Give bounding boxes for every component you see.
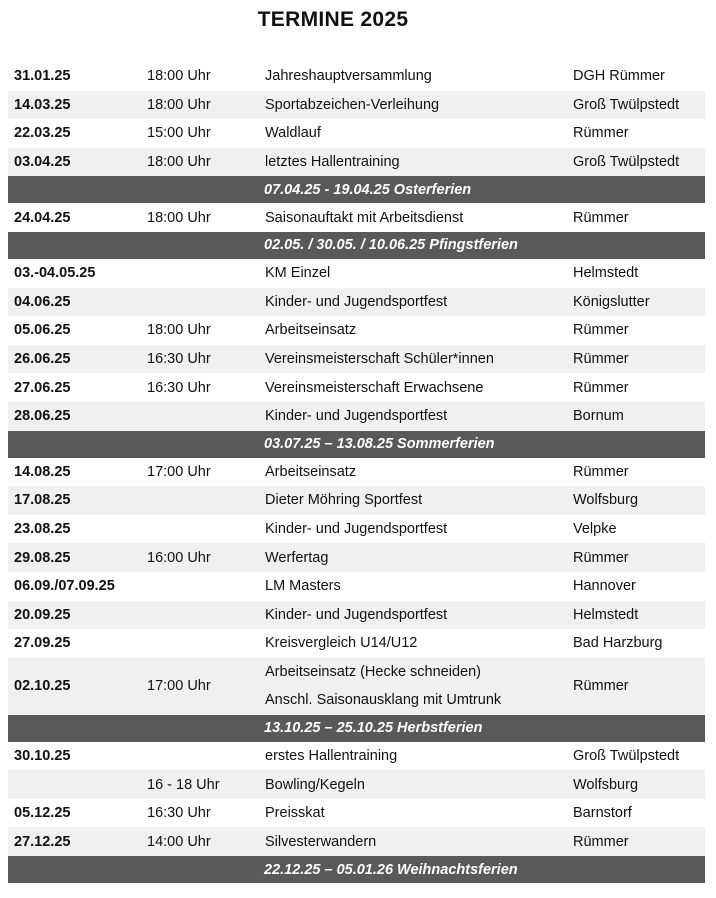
- event-title: Vereinsmeisterschaft Schüler*innen: [259, 345, 567, 374]
- event-place: Groß Twülpstedt: [573, 747, 680, 764]
- schedule-table: [8, 62, 705, 883]
- event-time: 16:30 Uhr: [141, 345, 259, 374]
- holiday-banner-row: [8, 176, 705, 203]
- event-row: [8, 742, 705, 771]
- event-place: Rümmer: [573, 322, 629, 339]
- event-place: Barnstorf: [573, 805, 632, 822]
- event-date: 05.06.25: [14, 322, 71, 339]
- event-time: [141, 601, 259, 630]
- event-date: 27.12.25: [8, 827, 141, 856]
- event-time: 18:00 Uhr: [147, 68, 211, 85]
- event-time: 17:00 Uhr: [147, 463, 211, 480]
- event-row: [8, 259, 705, 288]
- holiday-banner-text: 13.10.25 – 25.10.25 Herbstferien: [8, 715, 705, 742]
- event-place: Velpke: [573, 521, 617, 538]
- event-place: Hannover: [573, 578, 636, 595]
- event-time: [141, 572, 259, 601]
- event-date: [8, 770, 141, 799]
- event-date: 27.06.25: [14, 379, 71, 396]
- event-row: [8, 572, 705, 601]
- event-time: 17:00 Uhr: [141, 658, 259, 715]
- event-row: [8, 458, 705, 487]
- schedule-body: [8, 62, 705, 883]
- event-date: 31.01.25: [14, 68, 71, 85]
- event-row: [8, 345, 705, 374]
- event-title: Silvesterwandern: [259, 827, 567, 856]
- event-place: Rümmer: [567, 827, 705, 856]
- event-title: Arbeitseinsatz: [265, 322, 357, 339]
- holiday-banner-text: 07.04.25 - 19.04.25 Osterferien: [8, 176, 705, 203]
- event-date: 06.09./07.09.25: [14, 578, 115, 595]
- event-date: 03.04.25: [8, 148, 141, 177]
- event-title: Jahreshauptversammlung: [265, 68, 432, 85]
- event-date: 26.06.25: [8, 345, 141, 374]
- event-place: Rümmer: [573, 209, 629, 226]
- event-place: DGH Rümmer: [573, 68, 665, 85]
- event-row: [8, 316, 705, 345]
- event-row: [8, 770, 705, 799]
- event-time: 16 - 18 Uhr: [141, 770, 259, 799]
- event-row: [8, 486, 705, 515]
- event-date: 02.10.25: [8, 658, 141, 715]
- event-row: [8, 543, 705, 572]
- event-place: Königslutter: [567, 288, 705, 317]
- event-title: Dieter Möhring Sportfest: [259, 486, 567, 515]
- event-date: 20.09.25: [8, 601, 141, 630]
- event-place: Rümmer: [567, 543, 705, 572]
- event-title: Kinder- und Jugendsportfest: [259, 601, 567, 630]
- event-title: Waldlauf: [265, 125, 321, 142]
- page-title: [0, 8, 716, 32]
- event-time: 14:00 Uhr: [141, 827, 259, 856]
- event-title: erstes Hallentraining: [265, 747, 398, 764]
- event-row: [8, 373, 705, 402]
- event-title: LM Masters: [265, 578, 341, 595]
- event-title: Werfertag: [259, 543, 567, 572]
- event-time: [141, 515, 259, 544]
- holiday-banner-row: [8, 715, 705, 742]
- event-place: Rümmer: [567, 658, 705, 715]
- holiday-banner-text: 22.12.25 – 05.01.26 Weihnachtsferien: [8, 856, 705, 883]
- event-title: Saisonauftakt mit Arbeitsdienst: [265, 209, 464, 226]
- event-row: [8, 148, 705, 177]
- holiday-banner-row: [8, 232, 705, 259]
- event-date: 22.03.25: [14, 125, 71, 142]
- event-title: [259, 658, 567, 715]
- event-place: Rümmer: [573, 463, 629, 480]
- event-title: KM Einzel: [265, 265, 331, 282]
- holiday-banner-text: 03.07.25 – 13.08.25 Sommerferien: [8, 431, 705, 458]
- event-time: [141, 288, 259, 317]
- event-date: 03.-04.05.25: [14, 265, 96, 282]
- event-time: 15:00 Uhr: [147, 125, 211, 142]
- event-title: letztes Hallentraining: [259, 148, 567, 177]
- event-row: [8, 799, 705, 828]
- event-row: [8, 515, 705, 544]
- event-row: [8, 288, 705, 317]
- event-time: [141, 629, 259, 658]
- event-date: 05.12.25: [14, 805, 71, 822]
- event-place: Helmstedt: [573, 265, 639, 282]
- event-time: 16:30 Uhr: [147, 805, 211, 822]
- holiday-banner-row: [8, 856, 705, 883]
- event-time: 18:00 Uhr: [141, 91, 259, 120]
- event-place: Groß Twülpstedt: [567, 91, 705, 120]
- event-row: [8, 402, 705, 431]
- event-date: 04.06.25: [8, 288, 141, 317]
- event-date: 17.08.25: [8, 486, 141, 515]
- event-date: 29.08.25: [8, 543, 141, 572]
- event-place: Rümmer: [573, 125, 629, 142]
- event-date: 24.04.25: [14, 209, 71, 226]
- event-place: Wolfsburg: [567, 770, 705, 799]
- event-title: Bowling/Kegeln: [259, 770, 567, 799]
- event-time: 18:00 Uhr: [147, 209, 211, 226]
- event-place: Rümmer: [573, 379, 629, 396]
- event-time: 16:30 Uhr: [147, 379, 211, 396]
- event-time: [141, 402, 259, 431]
- event-title: Kreisvergleich U14/U12: [265, 635, 418, 652]
- event-row: [8, 62, 705, 91]
- event-date: 28.06.25: [8, 402, 141, 431]
- event-time: 18:00 Uhr: [141, 148, 259, 177]
- event-place: Rümmer: [567, 345, 705, 374]
- event-title: Kinder- und Jugendsportfest: [259, 402, 567, 431]
- event-date: 14.03.25: [8, 91, 141, 120]
- event-place: Wolfsburg: [567, 486, 705, 515]
- holiday-banner-text: 02.05. / 30.05. / 10.06.25 Pfingstferien: [8, 232, 705, 259]
- event-place: Bad Harzburg: [573, 635, 663, 652]
- event-row: [8, 658, 705, 715]
- event-title-line: Anschl. Saisonausklang mit Umtrunk: [265, 692, 502, 709]
- event-row: [8, 601, 705, 630]
- event-time: 16:00 Uhr: [141, 543, 259, 572]
- event-date: 27.09.25: [14, 635, 71, 652]
- event-row: [8, 629, 705, 658]
- event-time: 18:00 Uhr: [147, 322, 211, 339]
- event-place: Groß Twülpstedt: [567, 148, 705, 177]
- event-date: 30.10.25: [14, 747, 71, 764]
- event-time: [141, 486, 259, 515]
- event-time: [141, 742, 259, 771]
- event-date: 14.08.25: [14, 463, 71, 480]
- event-title: Kinder- und Jugendsportfest: [265, 521, 448, 538]
- event-date: 23.08.25: [14, 521, 71, 538]
- event-title: Preisskat: [265, 805, 325, 822]
- event-title: Kinder- und Jugendsportfest: [259, 288, 567, 317]
- event-title: Vereinsmeisterschaft Erwachsene: [265, 379, 484, 396]
- event-title: Arbeitseinsatz: [265, 463, 357, 480]
- event-title-line: Arbeitseinsatz (Hecke schneiden): [265, 663, 481, 680]
- event-place: Helmstedt: [567, 601, 705, 630]
- event-row: [8, 119, 705, 148]
- event-row: [8, 203, 705, 232]
- event-time: [141, 259, 259, 288]
- event-row: [8, 827, 705, 856]
- event-row: [8, 91, 705, 120]
- event-title: Sportabzeichen-Verleihung: [259, 91, 567, 120]
- event-place: Bornum: [567, 402, 705, 431]
- title-text: TERMINE 2025: [257, 8, 409, 31]
- holiday-banner-row: [8, 431, 705, 458]
